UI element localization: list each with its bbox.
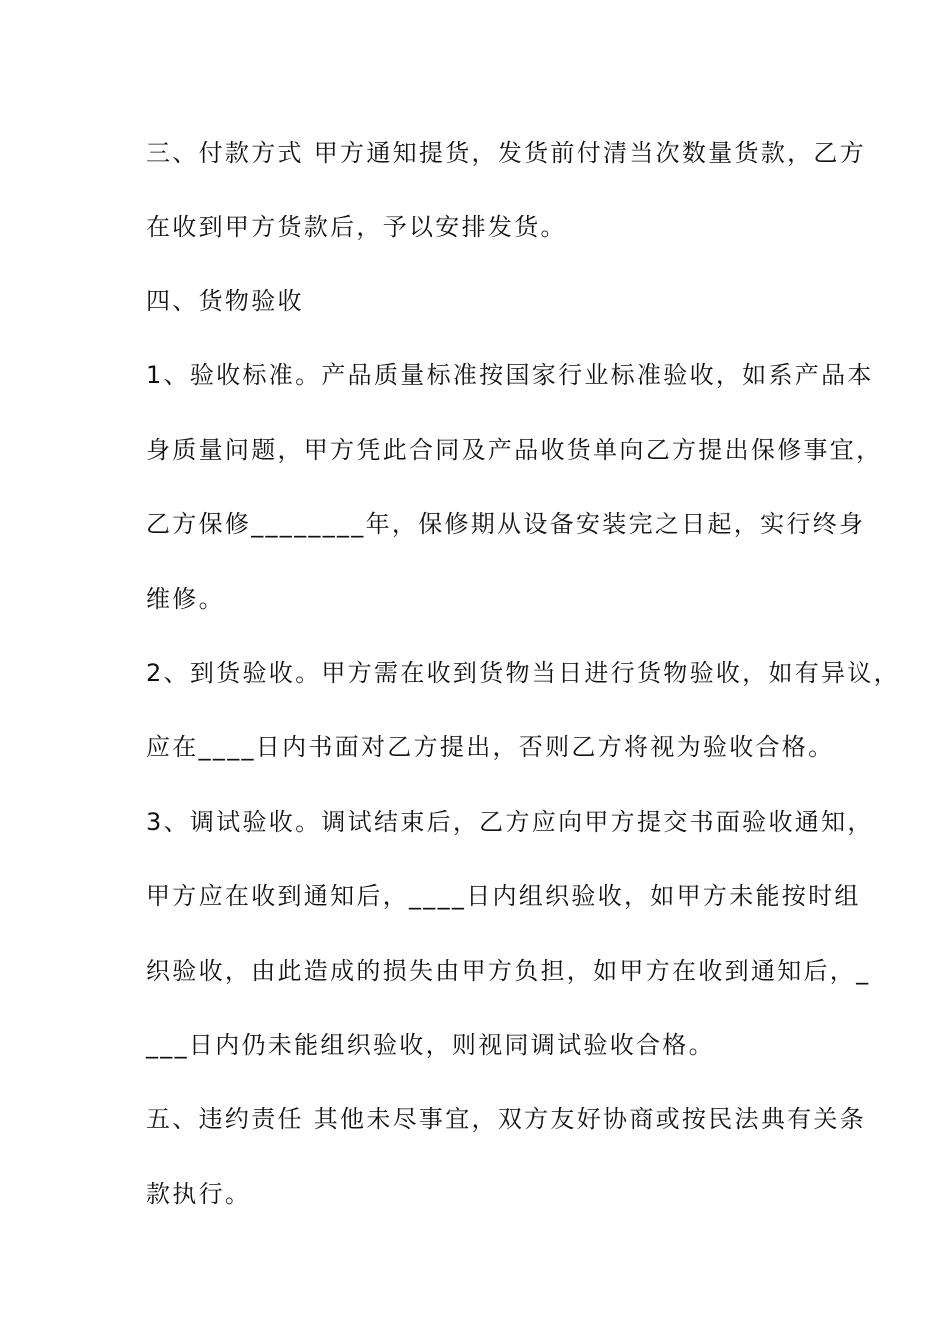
clause-4-2-line-2: 应在____日内书面对乙方提出，否则乙方将视为验收合格。 bbox=[146, 733, 835, 761]
clause-4-1-line-3: 乙方保修________年，保修期从设备安装完之日起，实行终身 bbox=[146, 510, 866, 538]
clause-4-3-line-4: ___日内仍未能组织验收，则视同调试验收合格。 bbox=[146, 1031, 715, 1059]
clause-3-payment-line-2: 在收到甲方货款后，予以安排发货。 bbox=[146, 213, 567, 241]
clause-4-3-line-2: 甲方应在收到通知后，____日内组织验收，如甲方未能按时组 bbox=[146, 882, 861, 910]
clause-3-payment-line-1: 三、付款方式 甲方通知提货，发货前付清当次数量货款，乙方 bbox=[146, 139, 867, 167]
clause-4-3-line-1: 3、调试验收。调试结束后，乙方应向甲方提交书面验收通知， bbox=[146, 808, 874, 836]
clause-4-1-line-2: 身质量问题，甲方凭此合同及产品收货单向乙方提出保修事宜， bbox=[146, 436, 883, 464]
clause-4-1-line-1: 1、验收标准。产品质量标准按国家行业标准验收，如系产品本 bbox=[146, 361, 874, 389]
clause-4-2-line-1: 2、到货验收。甲方需在收到货物当日进行货物验收，如有异议， bbox=[146, 659, 900, 687]
clause-5-line-1: 五、违约责任 其他未尽事宜，双方友好协商或按民法典有关条 bbox=[146, 1105, 867, 1133]
clause-4-3-line-3: 织验收，由此造成的损失由甲方负担，如甲方在收到通知后，_ bbox=[146, 957, 871, 985]
clause-5-line-2: 款执行。 bbox=[146, 1180, 252, 1208]
clause-4-1-line-4: 维修。 bbox=[146, 585, 225, 613]
clause-4-heading: 四、货物验收 bbox=[146, 287, 304, 315]
